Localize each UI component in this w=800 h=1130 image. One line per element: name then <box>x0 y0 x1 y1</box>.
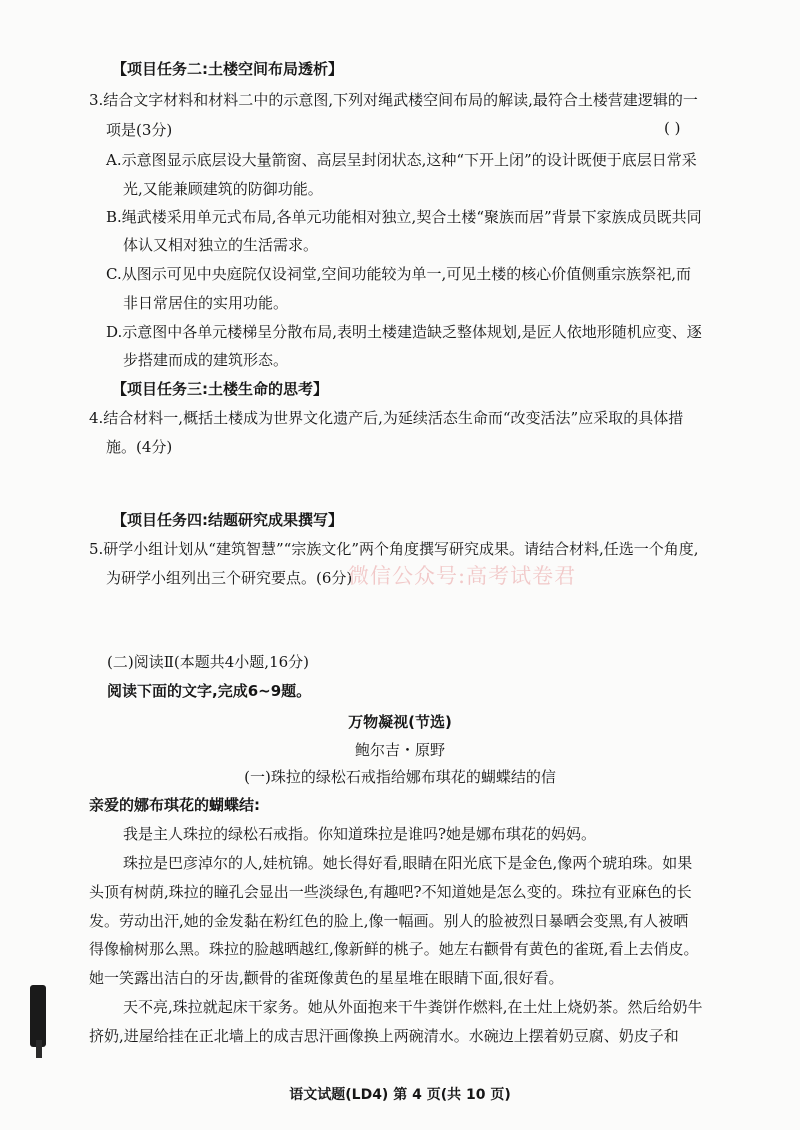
passage-paragraph-2-line3: 发。劳动出汗,她的金发黏在粉红色的脸上,像一幅画。别人的脸被烈日暴晒会变黑,有人被晒 <box>89 912 689 930</box>
q3-option-c-line1: C.从图示可见中央庭院仅设祠堂,空间功能较为单一,可见土楼的核心价值侧重宗族祭祀,而 <box>106 265 692 283</box>
scan-binding-mark <box>30 985 46 1047</box>
task2-heading: 【项目任务二:土楼空间布局透析】 <box>112 60 344 78</box>
q3-option-b-line2: 体认又相对独立的生活需求。 <box>123 236 319 254</box>
passage-author: 鲍尔吉・原野 <box>354 741 445 759</box>
q3-option-a-line1: A.示意图显示底层设大量箭窗、高层呈封闭状态,这种“下开上闭”的设计既便于底层日常采 <box>106 151 697 169</box>
page-footer: 语文试题(LD4) 第 4 页(共 10 页) <box>289 1087 511 1103</box>
passage-paragraph-1: 我是主人珠拉的绿松石戒指。你知道珠拉是谁吗?她是娜布琪花的妈妈。 <box>123 825 597 843</box>
q5-stem-line1: 5.研学小组计划从“建筑智慧”“宗族文化”两个角度撰写研究成果。请结合材料,任选一个角度, <box>89 540 699 558</box>
q3-option-d-line2: 步搭建而成的建筑形态。 <box>123 351 289 369</box>
passage-paragraph-2-line4: 得像榆树那么黑。珠拉的脸越晒越红,像新鲜的桃子。她左右颧骨有黄色的雀斑,看上去俏皮。 <box>89 940 699 958</box>
task4-heading: 【项目任务四:结题研究成果撰写】 <box>112 511 344 529</box>
passage-title: 万物凝视(节选) <box>348 713 452 731</box>
q3-answer-blank[interactable]: ( ) <box>664 119 681 137</box>
q5-stem-line2: 为研学小组列出三个研究要点。(6分) <box>106 569 353 587</box>
q3-stem-line1: 3.结合文字材料和材料二中的示意图,下列对绳武楼空间布局的解读,最符合土楼营建逻辑的一 <box>89 91 698 109</box>
passage-paragraph-2-line5: 她一笑露出洁白的牙齿,颧骨的雀斑像黄色的星星堆在眼睛下面,很好看。 <box>89 969 564 987</box>
q3-option-d-line1: D.示意图中各单元楼梯呈分散布局,表明土楼建造缺乏整体规划,是匠人依地形随机应变、逐 <box>106 323 702 341</box>
q3-stem-line2: 项是(3分) <box>106 121 173 139</box>
reading2-section-heading: (二)阅读Ⅱ(本题共4小题,16分) <box>107 653 310 671</box>
passage-paragraph-3-line2: 挤奶,进屋给挂在正北墙上的成吉思汗画像换上两碗清水。水碗边上摆着奶豆腐、奶皮子和 <box>89 1027 679 1045</box>
q4-stem-line1: 4.结合材料一,概括土楼成为世界文化遗产后,为延续活态生命而“改变活法”应采取的具体措 <box>89 409 684 427</box>
passage-paragraph-3-line1: 天不亮,珠拉就起床干家务。她从外面抱来干牛粪饼作燃料,在土灶上烧奶茶。然后给奶牛 <box>123 998 703 1016</box>
q3-option-b-line1: B.绳武楼采用单元式布局,各单元功能相对独立,契合土楼“聚族而居”背景下家族成员既共同 <box>106 208 702 226</box>
q3-option-a-line2: 光,又能兼顾建筑的防御功能。 <box>123 180 323 198</box>
q3-option-c-line2: 非日常居住的实用功能。 <box>123 294 289 312</box>
scan-binding-mark-tail <box>36 1040 42 1058</box>
task3-heading: 【项目任务三:土楼生命的思考】 <box>112 380 329 398</box>
watermark: 微信公众号:高考试卷君 <box>348 564 577 588</box>
q4-stem-line2: 施。(4分) <box>106 438 173 456</box>
passage-paragraph-2-line2: 头顶有树荫,珠拉的瞳孔会显出一些淡绿色,有趣吧?不知道她是怎么变的。珠拉有亚麻色的长 <box>89 883 692 901</box>
reading2-instruction: 阅读下面的文字,完成6~9题。 <box>107 682 312 700</box>
passage-paragraph-2-line1: 珠拉是巴彦淖尔的人,娃杭锦。她长得好看,眼睛在阳光底下是金色,像两个琥珀珠。如果 <box>123 854 693 872</box>
passage-subtitle: (一)珠拉的绿松石戒指给娜布琪花的蝴蝶结的信 <box>244 768 556 786</box>
letter-salutation: 亲爱的娜布琪花的蝴蝶结: <box>89 796 260 814</box>
